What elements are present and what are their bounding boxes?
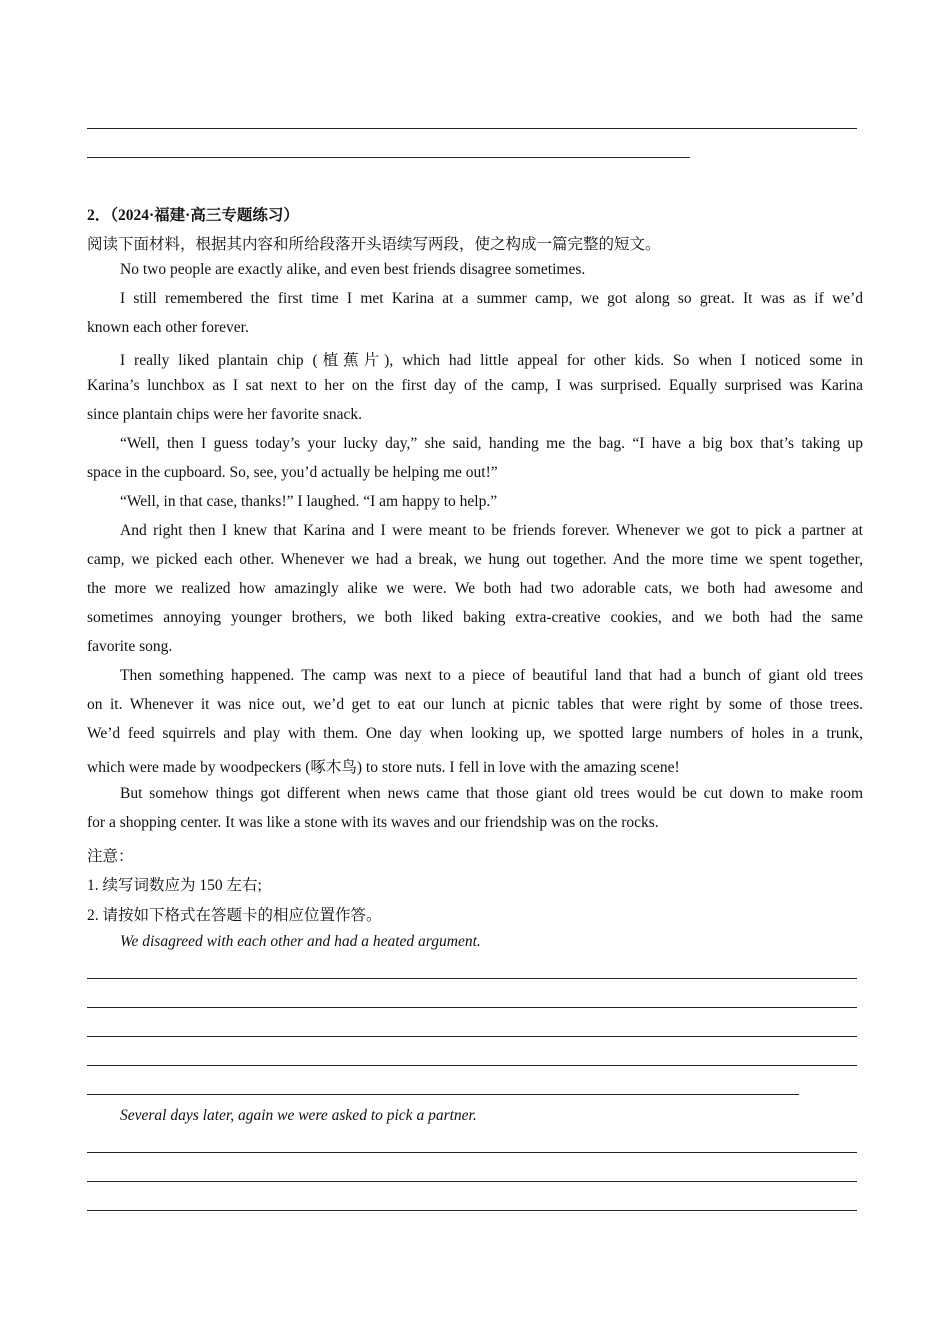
passage-line: But somehow things got different when news came that those giant old trees would be cut down to make room [120, 785, 863, 802]
answer-line[interactable] [87, 1065, 857, 1066]
answer-line[interactable] [87, 1210, 857, 1211]
passage-line: “Well, in that case, thanks!” I laughed. “I am happy to help.” [120, 493, 498, 510]
passage-line: “Well, then I guess today’s your lucky day,” she said, handing me the bag. “I have a big box that’s taking up [120, 435, 863, 452]
question-instruction: 阅读下面材料，根据其内容和所给段落开头语续写两段，使之构成一篇完整的短文。 [87, 236, 661, 253]
answer-line [87, 128, 857, 129]
passage-line: the more we realized how amazingly alike we were. We both had two adorable cats, we both had awesome and [87, 580, 863, 597]
passage-line: known each other forever. [87, 319, 249, 336]
question-header [87, 203, 863, 225]
passage-line: which were made by woodpeckers (啄木鸟) to store nuts. I fell in love with the amazing scene! [87, 759, 680, 776]
passage-line: sometimes annoying younger brothers, we both liked baking extra-creative cookies, and we both had the same [87, 609, 863, 626]
passage-line: on it. Whenever it was nice out, we’d get to eat our lunch at picnic tables that were right by some of those trees. [87, 696, 863, 713]
passage-line: I still remembered the first time I met Karina at a summer camp, we got along so great. It was as if we’d [120, 290, 863, 307]
notes-label: 注意： [87, 848, 134, 865]
passage-line: for a shopping center. It was like a stone with its waves and our friendship was on the rocks. [87, 814, 659, 831]
passage-line: favorite song. [87, 638, 173, 655]
answer-line[interactable] [87, 978, 857, 979]
prompt-first: We disagreed with each other and had a heated argument. [120, 933, 481, 950]
passage-line: No two people are exactly alike, and even best friends disagree sometimes. [120, 261, 586, 278]
passage-line: I really liked plantain chip (植蕉片), which had little appeal for other kids. So when I noticed some in [120, 352, 863, 369]
answer-line[interactable] [87, 1152, 857, 1153]
passage-line: And right then I knew that Karina and I were meant to be friends forever. Whenever we got to pick a partner at [120, 522, 863, 539]
note-item: 1. 续写词数应为 150 左右; [87, 877, 262, 894]
passage-line: camp, we picked each other. Whenever we had a break, we hung out together. And the more time we spent together, [87, 551, 863, 568]
answer-line[interactable] [87, 1036, 857, 1037]
answer-line [87, 157, 690, 158]
passage-line: since plantain chips were her favorite snack. [87, 406, 363, 423]
answer-line[interactable] [87, 1094, 799, 1095]
passage-line: Then something happened. The camp was next to a piece of beautiful land that had a bunch of giant old trees [120, 667, 863, 684]
passage-line: Karina’s lunchbox as I sat next to her on the first day of the camp, I was surprised. Equally surprised was Karina [87, 377, 863, 394]
note-item: 2. 请按如下格式在答题卡的相应位置作答。 [87, 907, 382, 924]
question-number: 2． [87, 207, 111, 224]
passage-line: We’d feed squirrels and play with them. One day when looking up, we spotted large numbers of holes in a trunk, [87, 725, 863, 742]
prompt-second: Several days later, again we were asked to pick a partner. [120, 1107, 477, 1124]
question-source: （2024·福建·高三专题练习） [110, 207, 299, 224]
passage-line: space in the cupboard. So, see, you’d actually be helping me out!” [87, 464, 498, 481]
answer-line[interactable] [87, 1181, 857, 1182]
answer-line[interactable] [87, 1007, 857, 1008]
